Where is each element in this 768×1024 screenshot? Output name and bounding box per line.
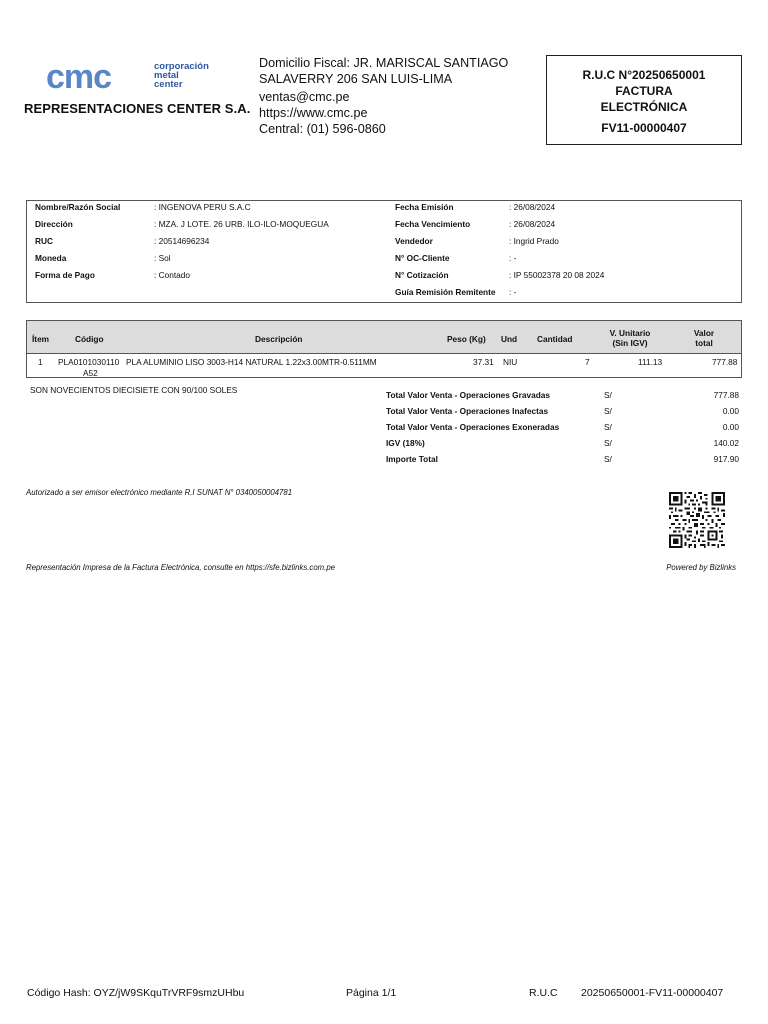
cell-unit-price: 111.13: [638, 357, 663, 367]
col-header-total-line-1: Valor: [693, 328, 715, 338]
totals-block: [386, 390, 739, 472]
totals-value: 0.00: [722, 422, 739, 432]
client-field: [395, 219, 470, 229]
totals-value: 0.00: [722, 406, 739, 416]
col-header-item: Ítem: [32, 334, 50, 344]
company-logo: [28, 42, 228, 100]
logo-tagline-line-2: metal: [154, 70, 179, 81]
client-field: [395, 270, 449, 280]
client-field: [395, 287, 496, 297]
footer-page-number: Página 1/1: [346, 987, 397, 999]
cell-unit: NIU: [503, 357, 518, 367]
client-field-value: : -: [509, 287, 517, 297]
totals-row: [386, 406, 739, 422]
client-field-value: : Sol: [154, 253, 171, 263]
client-field: [395, 236, 433, 246]
logo-tagline: [154, 62, 209, 89]
company-name: REPRESENTACIONES CENTER S.A.: [24, 101, 251, 116]
totals-label: IGV (18%): [386, 438, 425, 448]
logo-mark: cmc: [46, 58, 112, 96]
client-field-value: : INGENOVA PERU S.A.C: [154, 202, 251, 212]
totals-label: Total Valor Venta - Operaciones Exoneradas: [386, 422, 560, 432]
footer-hash: Código Hash: OYZ/jW9SKquTrVRF9smzUHbu: [27, 987, 245, 999]
document-id-box: [546, 55, 742, 145]
totals-value: 777.88: [713, 390, 739, 400]
client-info-box: [26, 200, 742, 303]
footer-ruc-value: 20250650001-FV11-00000407: [581, 987, 724, 999]
totals-label: Total Valor Venta - Operaciones Inafectas: [386, 406, 549, 416]
cell-weight: 37.31: [473, 357, 494, 367]
field-label: Moneda: [35, 253, 67, 263]
issuer-address-line-1: Domicilio Fiscal: JR. MARISCAL SANTIAGO: [259, 56, 509, 70]
col-header-total-line-2: total: [695, 338, 713, 348]
totals-currency: S/: [604, 422, 612, 432]
client-field-value: : -: [509, 253, 517, 263]
client-field-value: : Ingrid Prado: [509, 236, 559, 246]
issuer-email[interactable]: ventas@cmc.pe: [259, 90, 350, 104]
logo-tagline-line-3: center: [154, 79, 183, 90]
field-label: Dirección: [35, 219, 73, 229]
document-number: FV11-00000407: [601, 121, 687, 135]
col-header-total: [683, 328, 725, 348]
client-field-value: : MZA. J LOTE. 26 URB. ILO-ILO-MOQUEGUA: [154, 219, 329, 229]
logo-tagline-line-1: corporación: [154, 61, 209, 72]
totals-row: [386, 422, 739, 438]
col-header-unit: Und: [501, 334, 518, 344]
document-ruc: R.U.C N°20250650001: [582, 68, 706, 82]
client-field: [35, 236, 53, 246]
field-label: Fecha Emisión: [395, 202, 454, 212]
cell-code: PLA0101030110: [58, 357, 120, 367]
printed-representation-note: Representación Impresa de la Factura Electrónica, consulte en https://sfe.bizlinks.com.pe: [26, 563, 335, 572]
cell-description: PLA ALUMINIO LISO 3003-H14 NATURAL 1.22x3.00MTR-0.511MM: [126, 357, 377, 367]
footer-ruc-label: R.U.C: [529, 987, 558, 999]
cell-total: 777.88: [712, 357, 738, 367]
col-header-unit-price-line-1: V. Unitario: [609, 328, 651, 338]
field-label: Forma de Pago: [35, 270, 95, 280]
totals-currency: S/: [604, 406, 612, 416]
table-row: [26, 354, 742, 378]
client-field: [395, 253, 450, 263]
col-header-description: Descripción: [255, 334, 303, 344]
items-table-header: [26, 320, 742, 354]
client-field: [35, 270, 95, 280]
totals-row: [386, 454, 739, 470]
client-field-value: : 20514696234: [154, 236, 210, 246]
issuer-website[interactable]: https://www.cmc.pe: [259, 106, 368, 120]
field-label: N° OC-Cliente: [395, 253, 450, 263]
col-header-weight: Peso (Kg): [447, 334, 486, 344]
col-header-qty: Cantidad: [537, 334, 573, 344]
totals-currency: S/: [604, 438, 612, 448]
cell-description-cont: A52: [83, 368, 98, 378]
totals-row: [386, 390, 739, 406]
document-type-line-2: ELECTRÓNICA: [600, 100, 688, 114]
field-label: Nombre/Razón Social: [35, 202, 121, 212]
issuer-info: [259, 55, 529, 137]
client-field: [35, 202, 120, 212]
totals-value: 917.90: [713, 454, 739, 464]
client-field-value: : 26/08/2024: [509, 219, 556, 229]
sunat-authorization: Autorizado a ser emisor electrónico mediante R.I SUNAT N° 0340050004781: [26, 488, 293, 497]
client-field-value: : Contado: [154, 270, 190, 280]
field-label: N° Cotización: [395, 270, 449, 280]
client-field: [35, 253, 66, 263]
client-field-value: : 26/08/2024: [509, 202, 556, 212]
totals-currency: S/: [604, 454, 612, 464]
totals-row: [386, 438, 739, 454]
col-header-unit-price: [599, 328, 661, 348]
totals-currency: S/: [604, 390, 612, 400]
totals-label: Importe Total: [386, 454, 438, 464]
client-field: [35, 219, 73, 229]
amount-in-words: SON NOVECIENTOS DIECISIETE CON 90/100 SOLES: [30, 385, 238, 395]
totals-value: 140.02: [713, 438, 739, 448]
issuer-phone: Central: (01) 596-0860: [259, 122, 386, 136]
issuer-address-line-2: SALAVERRY 206 SAN LUIS-LIMA: [259, 72, 453, 86]
col-header-code: Código: [75, 334, 104, 344]
col-header-unit-price-line-2: (Sin IGV): [612, 338, 648, 348]
qr-code-icon: [668, 492, 726, 548]
cell-qty: 7: [585, 357, 590, 367]
totals-label: Total Valor Venta - Operaciones Gravadas: [386, 390, 551, 400]
qr-code-graphic: [668, 492, 726, 548]
powered-by: Powered by Bizlinks: [666, 563, 736, 572]
client-field-value: : IP 55002378 20 08 2024: [509, 270, 605, 280]
field-label: Fecha Vencimiento: [395, 219, 471, 229]
field-label: Guía Remisión Remitente: [395, 287, 496, 297]
cell-item: 1: [38, 357, 43, 367]
client-field: [395, 202, 454, 212]
field-label: Vendedor: [395, 236, 433, 246]
field-label: RUC: [35, 236, 53, 246]
document-type-line-1: FACTURA: [615, 84, 673, 98]
